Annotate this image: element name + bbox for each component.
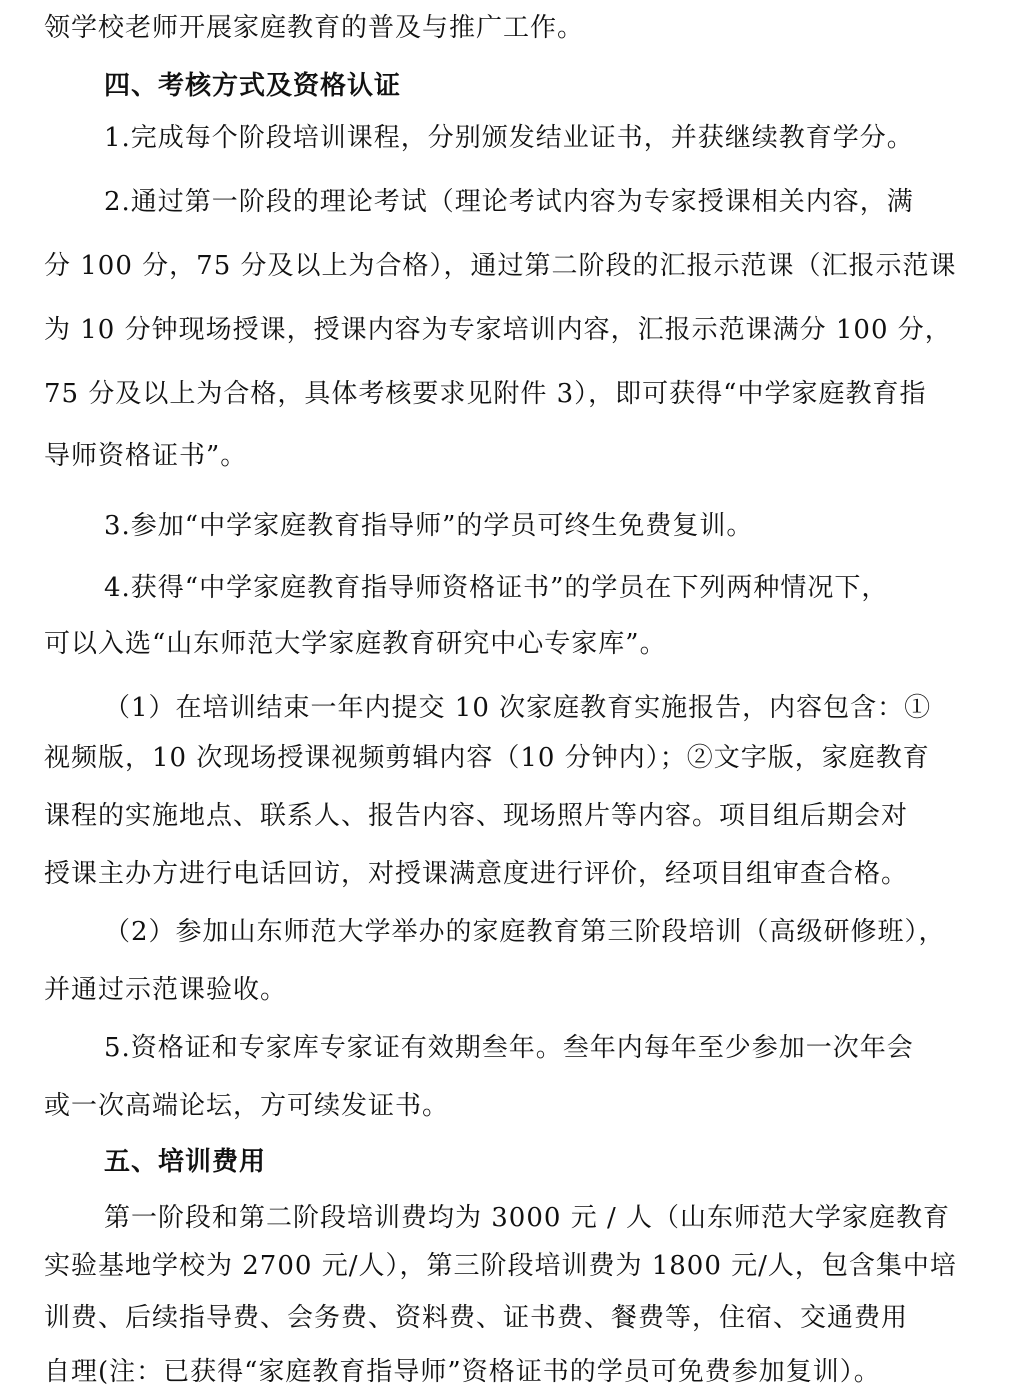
text-line: 训费、后续指导费、会务费、资料费、证书费、餐费等，住宿、交通费用 [44,1303,909,1333]
text-line: 并通过示范课验收。 [44,975,288,1005]
section-heading: 四、考核方式及资格认证 [104,71,402,101]
text-line: 导师资格证书”。 [44,441,248,471]
text-line: 75 分及以上为合格，具体考核要求见附件 3），即可获得“中学家庭教育指 [44,379,927,409]
text-line: 第一阶段和第二阶段培训费均为 3000 元 / 人（山东师范大学家庭教育 [104,1203,950,1233]
text-line: 领学校老师开展家庭教育的普及与推广工作。 [44,13,585,43]
text-line: 3.参加“中学家庭教育指导师”的学员可终生免费复训。 [104,511,754,541]
text-line: 视频版，10 次现场授课视频剪辑内容（10 分钟内）；②文字版，家庭教育 [44,743,930,773]
text-line: 2.通过第一阶段的理论考试（理论考试内容为专家授课相关内容，满 [104,187,914,217]
text-line: （1）在培训结束一年内提交 10 次家庭教育实施报告，内容包含：① [104,693,932,723]
text-line: 授课主办方进行电话回访，对授课满意度进行评价，经项目组审查合格。 [44,859,909,889]
text-line: 课程的实施地点、联系人、报告内容、现场照片等内容。项目组后期会对 [44,801,909,831]
text-line: 1.完成每个阶段培训课程，分别颁发结业证书，并获继续教育学分。 [104,123,914,153]
text-line: 可以入选“山东师范大学家庭教育研究中心专家库”。 [44,629,667,659]
text-line: 5.资格证和专家库专家证有效期叁年。叁年内每年至少参加一次年会 [104,1033,914,1063]
text-line: 分 100 分，75 分及以上为合格），通过第二阶段的汇报示范课（汇报示范课 [44,251,957,281]
text-line: 实验基地学校为 2700 元/人），第三阶段培训费为 1800 元/人，包含集中培 [44,1251,957,1281]
text-line: 为 10 分钟现场授课，授课内容为专家培训内容，汇报示范课满分 100 分， [44,315,952,345]
text-line: 4.获得“中学家庭教育指导师资格证书”的学员在下列两种情况下， [104,573,889,603]
text-line: 自理(注：已获得“家庭教育指导师”资格证书的学员可免费参加复训）。 [44,1357,881,1387]
section-heading: 五、培训费用 [104,1147,267,1177]
text-line: （2）参加山东师范大学举办的家庭教育第三阶段培训（高级研修班）， [104,917,946,947]
text-line: 或一次高端论坛，方可续发证书。 [44,1091,450,1121]
